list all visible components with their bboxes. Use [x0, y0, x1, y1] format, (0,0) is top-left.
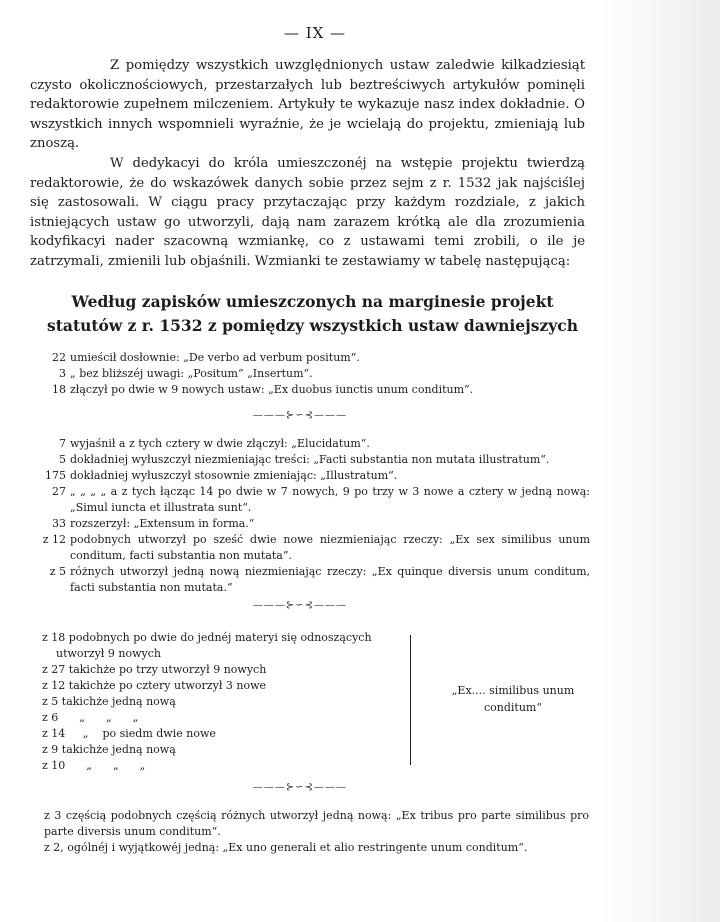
page-number: — IX —	[283, 24, 347, 42]
item-count: 22	[52, 351, 66, 364]
item-count: z 12	[42, 533, 66, 546]
page-edge-shading	[600, 0, 720, 922]
item-count: 27	[52, 485, 66, 498]
list-item	[30, 564, 590, 596]
item-text: dokładniej wyłuszczył stosownie zmieniając: „Illustratum“.	[70, 469, 398, 482]
list-item	[30, 532, 590, 564]
ornament-divider: ———⊱∽⊰———	[252, 410, 348, 421]
item-text: rozszerzył: „Extensum in forma.“	[70, 517, 255, 530]
list-item: z 12 takichże po cztery utworzył 3 nowe	[42, 679, 267, 692]
item-text: podobnych utworzył po sześć dwie nowe niezmieniając rzeczy: „Ex sex similibus unum conditum, facti substantia non mutata“.	[70, 533, 590, 562]
list-item: z 9 takichże jedną nową	[42, 743, 176, 756]
item-text: dokładniej wyłuszczył niezmieniając treści: „Facti substantia non mutata illustratum“.	[70, 453, 550, 466]
list-item: utworzył 9 nowych	[42, 647, 161, 660]
item-count: 7	[59, 437, 66, 450]
item-count: 175	[45, 469, 66, 482]
item-text: z 2, ogólnéj i wyjątkowéj jedną: „Ex uno generali et alio restringente unum conditum“.	[44, 841, 528, 854]
ornament-divider: ———⊱∽⊰———	[252, 600, 348, 611]
item-text: wyjaśnił a z tych cztery w dwie złączył: „Elucidatum“.	[70, 437, 370, 450]
list-group-3	[42, 630, 402, 774]
item-text: umieścił dosłownie: „De verbo ad verbum positum“.	[70, 351, 360, 364]
intro-text	[30, 56, 585, 272]
list-item: z 10 „ „ „	[42, 759, 146, 772]
list-item	[30, 468, 590, 484]
list-item	[30, 452, 590, 468]
list-group-1	[30, 350, 590, 398]
item-count: 5	[59, 453, 66, 466]
list-item	[30, 366, 590, 382]
item-text: z 3 częścią podobnych częścią różnych utworzył jedną nową: „Ex tribus pro parte similibus pro parte diversis unum conditum“.	[44, 809, 589, 838]
intro-paragraph-1: Z pomiędzy wszystkich uwzględnionych ustaw zaledwie kilkadziesiąt czysto okolicznościowych, przestarzałych lub beztreściwych artykułów pominęli redaktorowie zupełnem milczeniem. Artykuły te wykazuje nasz index dokładnie. O wszystkich innych wspomnieli wyraźnie, że je wcielają do projektu, zmieniają lub znoszą.	[30, 58, 585, 152]
heading-line-1: Według zapisków umieszczonych na marginesie projekt	[71, 292, 554, 311]
list-item	[30, 382, 590, 398]
intro-paragraph-2: W dedykacyi do króla umieszczonéj na wstępie projektu twierdzą redaktorowie, że do wskazówek danych sobie przez sejm z r. 1532 jak najściślej się zastosowali. W ciągu pracy przytaczając przy każdym rozdziale, z jakich istniejących ustaw go utworzyli, dają nam zarazem krótką ale dla zrozumienia kodyfikacyi nader szacowną wzmiankę, co z ustawami temi zrobili, o ile je zatrzymali, zmienili lub objaśnili. Wzmianki te zestawiamy w tabelę następującą:	[30, 155, 585, 269]
item-count: z 5	[49, 565, 66, 578]
list-item: z 6 „ „ „	[42, 711, 139, 724]
list-item	[30, 350, 590, 366]
list-item	[44, 808, 589, 840]
list-group-2	[30, 436, 590, 596]
list-item	[30, 516, 590, 532]
ornament-divider: ———⊱∽⊰———	[252, 782, 348, 793]
list-item	[30, 484, 590, 516]
list-item: z 27 takichże po trzy utworzył 9 nowych	[42, 663, 267, 676]
brace-note: „Ex.... similibus unum conditum“	[451, 684, 575, 714]
item-count: 3	[59, 367, 66, 380]
list-item	[44, 840, 589, 856]
item-text: „ bez bliższéj uwagi: „Positum“ „Insertum“.	[70, 367, 313, 380]
list-group-4	[44, 808, 589, 856]
item-count: 18	[52, 383, 66, 396]
list-item: z 5 takichże jedną nową	[42, 695, 176, 708]
list-item: z 18 podobnych po dwie do jednéj materyi się odnoszących	[42, 631, 372, 644]
item-text: różnych utworzył jedną nową niezmieniając rzeczy: „Ex quinque diversis unum conditum, facti substantia non mutata.“	[70, 565, 590, 594]
brace-icon	[410, 635, 415, 765]
table-heading	[30, 290, 595, 338]
list-item: z 14 „ po siedm dwie nowe	[42, 727, 216, 740]
item-text: „ „ „ „ a z tych łącząc 14 po dwie w 7 nowych, 9 po trzy w 3 nowe a cztery w jedną nową: „Simul iuncta et illustrata sunt“.	[70, 485, 590, 514]
item-count: 33	[52, 517, 66, 530]
heading-line-2: statutów z r. 1532 z pomiędzy wszystkich ustaw dawniejszych	[47, 316, 578, 335]
list-item	[30, 436, 590, 452]
item-text: złączył po dwie w 9 nowych ustaw: „Ex duobus iunctis unum conditum“.	[70, 383, 474, 396]
